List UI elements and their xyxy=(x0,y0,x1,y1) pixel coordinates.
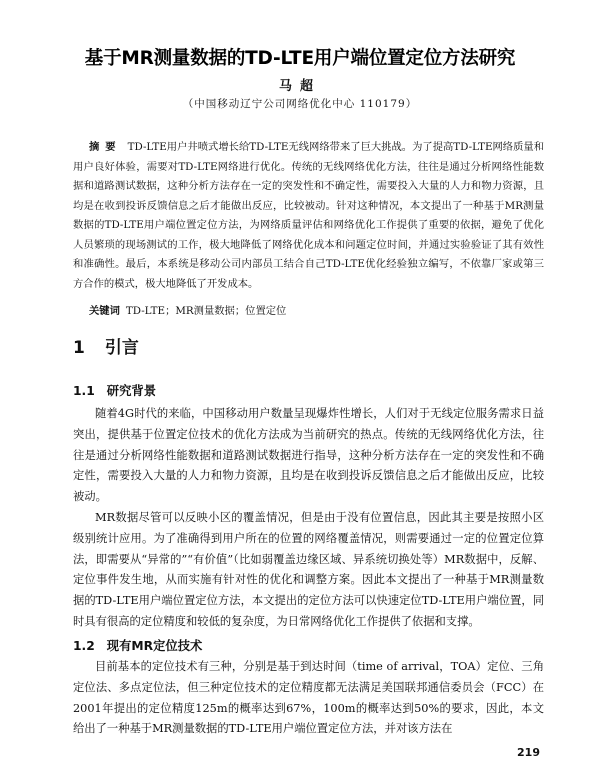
author-affiliation: （中国移动辽宁公司网络优化中心 110179） xyxy=(182,98,418,110)
keywords xyxy=(89,302,286,317)
subsection-title: 研究背景 xyxy=(106,384,156,398)
abstract xyxy=(73,138,544,294)
author-name: 马超 xyxy=(278,79,321,94)
paragraph: 随着4G时代的来临，中国移动用户数量呈现爆炸性增长，人们对于无线定位服务需求日益突出，提供基于位置定位技术的优化方法成为当前研究的热点。传统的无线网络优化方法，往往是通过分析网络性能数据和道路测试数据进行指导，这种分析方法存在一定的突发性和不确定性，需要投入大量的人力和物力资源，且均是在收到投诉反馈信息之后才能做出反应，比较被动。 xyxy=(73,407,544,504)
section-number: 1 xyxy=(73,338,85,358)
abstract-text: TD-LTE用户井喷式增长给TD-LTE无线网络带来了巨大挑战。为了提高TD-LTE网络质量和用户良好体验，需要对TD-LTE网络进行优化。传统的无线网络优化方法，往往是通过分析网络性能数据和道路测试数据，这种分析方法存在一定的突发性和不确定性，需要投入大量的人力和物力资源，且均是在收到投诉反馈信息之后才能做出反应，比较被动。针对这种情况，本文提出了一种基于MR测量数据的TD-LTE用户端位置定位方法，为网络质量评估和网络优化工作提供了重要的依据，避免了优化人员繁琐的现场测试的工作，极大地降低了网络优化成本和问题定位时间，并通过实验验证了其有效性和准确性。最后，本系统是移动公司内部员工结合自己TD-LTE优化经验独立编写，不依靠厂家或第三方合作的模式，极大地降低了开发成本。 xyxy=(73,141,545,290)
abstract-label: 摘要 xyxy=(89,141,122,153)
section-heading-1 xyxy=(73,333,139,358)
page-number: 219 xyxy=(517,746,540,759)
paragraph: MR数据尽管可以反映小区的覆盖情况，但是由于没有位置信息，因此其主要是按照小区级别统计应用。为了准确得到用户所在的位置的网络覆盖情况，则需要通过一定的位置定位算法，即需要从“异常的”“有价值”（比如弱覆盖边缘区域、异系统切换处等）MR数据中，反解、定位事件发生地，从而实施有针对性的优化和调整方案。因此本文提出了一种基于MR测量数据的TD-LTE用户端位置定位方法，本文提出的定位方法可以快速定位TD-LTE用户端位置，同时具有很高的定位精度和较低的复杂度，为日常网络优化工作提供了依据和支撑。 xyxy=(73,510,544,628)
keywords-label: 关键词 xyxy=(89,305,120,317)
subsection-heading-1-2 xyxy=(73,636,202,654)
subsection-number: 1.2 xyxy=(73,639,95,653)
section-1-1-body xyxy=(73,404,544,633)
keywords-text: TD-LTE；MR测量数据；位置定位 xyxy=(125,305,287,317)
section-title: 引言 xyxy=(104,338,139,358)
paragraph: 目前基本的定位技术有三种，分别是基于到达时间（time of arrival，TOA）定位、三角定位法、多点定位法，但三种定位技术的定位精度都无法满足美国联邦通信委员会（FCC）在2001年提出的定位精度125m的概率达到67%，100m的概率达到50%的要求，因此，本文给出了一种基于MR测量数据的TD-LTE用户端位置定位方法，并对该方法在 xyxy=(73,660,544,736)
section-1-2-body xyxy=(73,657,544,740)
paper-title: 基于MR测量数据的TD-LTE用户端位置定位方法研究 xyxy=(84,48,516,69)
subsection-title: 现有MR定位技术 xyxy=(106,639,203,653)
subsection-number: 1.1 xyxy=(73,384,95,398)
subsection-heading-1-1 xyxy=(73,381,156,399)
